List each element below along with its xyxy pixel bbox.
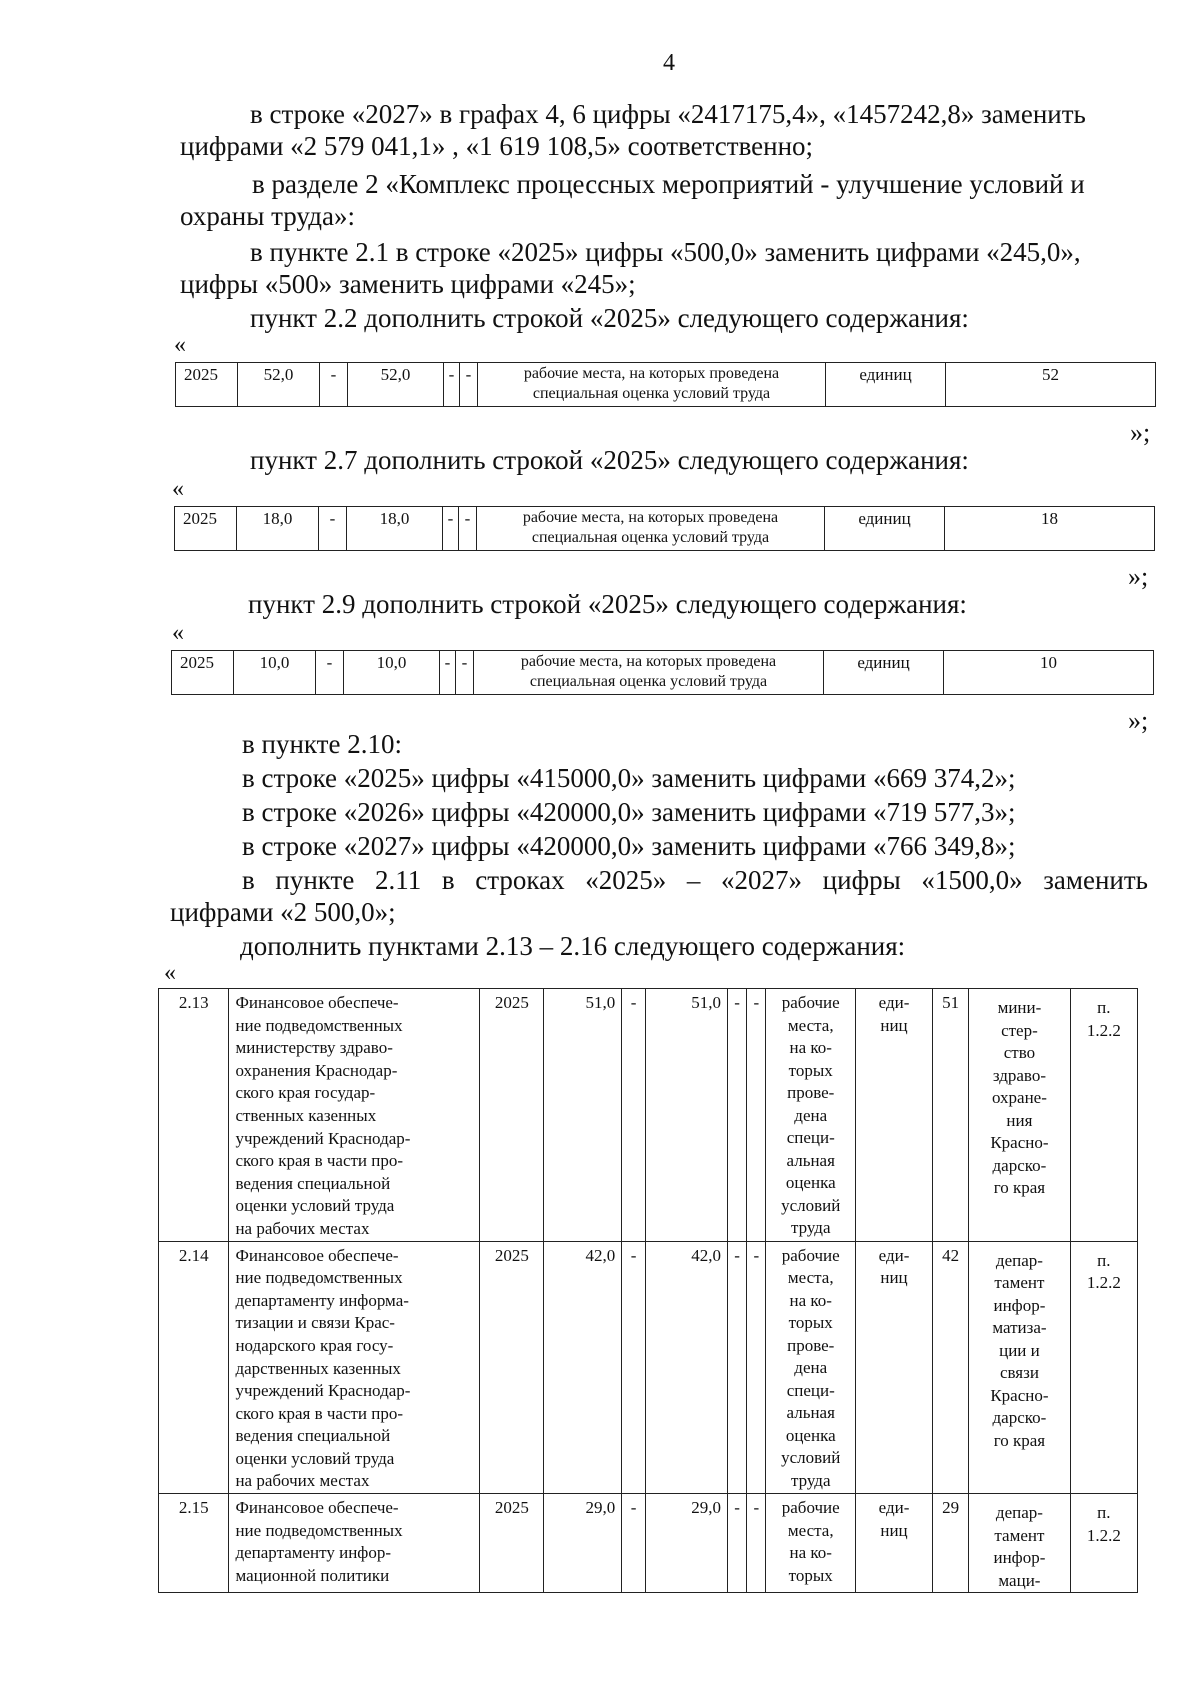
- cell-executor: депар- тамент инфор- маци-: [969, 1494, 1070, 1593]
- item-2-10-line2: в строке «2026» цифры «420000,0» заменить цифрами «719 577,3»;: [242, 797, 1016, 827]
- indicator-line1: рабочие места, на которых проведена: [523, 365, 780, 382]
- cell-year: 2025: [175, 507, 237, 551]
- cell-dash: -: [727, 1241, 746, 1494]
- close-quote: »;: [1128, 562, 1149, 591]
- open-quote: «: [164, 960, 176, 986]
- cell-dash: -: [459, 507, 477, 551]
- cell-total: 10,0: [234, 651, 316, 695]
- cell-executor: мини- стер- ство здраво- охране- ния Красно- дарско- го края: [969, 989, 1070, 1242]
- cell-value: 51: [932, 989, 968, 1242]
- table-row: [159, 1494, 1138, 1593]
- item-2-11-line2: цифрами «2 500,0»;: [170, 897, 396, 927]
- name-line: учреждений Краснодар-: [235, 1128, 411, 1148]
- name-line: министерству здраво-: [235, 1038, 393, 1058]
- cell-dash: -: [622, 1494, 645, 1593]
- cell-dash: -: [727, 1494, 746, 1593]
- cell-year: 2025: [480, 1241, 544, 1494]
- cell-dash: -: [747, 1241, 766, 1494]
- name-line: ского края государ-: [235, 1083, 376, 1103]
- indicator-line2: специальная оценка условий труда: [531, 529, 770, 546]
- cell-year: 2025: [480, 989, 544, 1242]
- item-2-10-line3: в строке «2027» цифры «420000,0» заменить цифрами «766 349,8»;: [242, 831, 1016, 861]
- name-line: ственных казенных: [235, 1105, 377, 1125]
- cell-dash: -: [747, 989, 766, 1242]
- page-number: 4: [663, 50, 675, 76]
- cell-reference: п. 1.2.2: [1070, 1494, 1137, 1593]
- para1-line2: цифрами «2 579 041,1» , «1 619 108,5» соответственно;: [180, 131, 814, 161]
- name-line: департаменту информа-: [235, 1290, 409, 1310]
- item-2-9-text: пункт 2.9 дополнить строкой «2025» следующего содержания:: [248, 589, 967, 619]
- measures-table: [158, 988, 1138, 1593]
- name-line: ского края в части про-: [235, 1403, 404, 1423]
- name-line: оценки условий труда: [235, 1196, 395, 1216]
- indicator-line1: рабочие места, на которых проведена: [520, 653, 777, 670]
- cell-unit: единиц: [826, 363, 946, 407]
- cell-year: 2025: [172, 651, 234, 695]
- cell-budget: 42,0: [645, 1241, 727, 1494]
- row-table-2-7: [174, 506, 1155, 551]
- cell-unit: еди- ниц: [856, 1494, 933, 1593]
- cell-dash: -: [622, 1241, 645, 1494]
- cell-budget: 51,0: [645, 989, 727, 1242]
- indicator-line1: рабочие места, на которых проведена: [522, 509, 779, 526]
- name-line: ведения специальной: [235, 1426, 391, 1446]
- row-number: 2.13: [159, 989, 229, 1242]
- cell-year: 2025: [176, 363, 238, 407]
- item-2-10-line1: в строке «2025» цифры «415000,0» заменить цифрами «669 374,2»;: [242, 763, 1016, 793]
- cell-dash: -: [320, 363, 348, 407]
- cell-dash: -: [440, 651, 456, 695]
- cell-dash: -: [456, 651, 474, 695]
- table-row: [159, 1241, 1138, 1494]
- indicator-line2: специальная оценка условий труда: [529, 673, 768, 690]
- measure-name: [229, 1241, 480, 1494]
- cell-year: 2025: [480, 1494, 544, 1593]
- cell-budget: 18,0: [347, 507, 443, 551]
- name-line: ского края в части про-: [235, 1151, 404, 1171]
- row-number: 2.15: [159, 1494, 229, 1593]
- close-quote: »;: [1128, 706, 1149, 735]
- cell-dash: -: [622, 989, 645, 1242]
- cell-indicator: рабочие места, на ко- торых: [766, 1494, 856, 1593]
- cell-dash: -: [443, 507, 459, 551]
- cell-total: 29,0: [544, 1494, 622, 1593]
- cell-budget: 10,0: [344, 651, 440, 695]
- cell-executor: депар- тамент инфор- матиза- ции и связи Красно- дарско- го края: [969, 1241, 1070, 1494]
- cell-indicator: [477, 507, 825, 551]
- item-2-2-text: пункт 2.2 дополнить строкой «2025» следующего содержания:: [250, 303, 969, 333]
- cell-budget: 29,0: [645, 1494, 727, 1593]
- cell-reference: п. 1.2.2: [1070, 989, 1137, 1242]
- name-line: на рабочих местах: [235, 1471, 370, 1491]
- para2-line1: в разделе 2 «Комплекс процессных мероприятий - улучшение условий и: [252, 169, 1085, 199]
- name-line: дарственных казенных: [235, 1358, 401, 1378]
- cell-total: 51,0: [544, 989, 622, 1242]
- table-row: [175, 507, 1155, 551]
- measure-name: [229, 1494, 480, 1593]
- name-line: ние подведомственных: [235, 1520, 403, 1540]
- cell-unit: единиц: [824, 651, 944, 695]
- cell-unit: еди- ниц: [856, 1241, 933, 1494]
- row-table-2-2: [175, 362, 1156, 407]
- row-table-2-9: [171, 650, 1154, 695]
- close-quote: »;: [1130, 418, 1151, 447]
- name-line: Финансовое обеспече-: [235, 1245, 399, 1265]
- cell-indicator: рабочие места, на ко- торых прове- дена специ- альная оценка условий труда: [766, 989, 856, 1242]
- cell-dash: -: [319, 507, 347, 551]
- cell-indicator: [478, 363, 826, 407]
- item-2-7-text: пункт 2.7 дополнить строкой «2025» следующего содержания:: [250, 445, 969, 475]
- cell-dash: -: [316, 651, 344, 695]
- name-line: Финансовое обеспече-: [235, 993, 399, 1012]
- name-line: мационной политики: [235, 1565, 390, 1585]
- cell-indicator: рабочие места, на ко- торых прове- дена специ- альная оценка условий труда: [766, 1241, 856, 1494]
- open-quote: «: [172, 620, 184, 646]
- name-line: оценки условий труда: [235, 1448, 395, 1468]
- cell-value: 10: [944, 651, 1154, 695]
- name-line: на рабочих местах: [235, 1218, 370, 1238]
- table-row: [172, 651, 1154, 695]
- cell-dash: -: [727, 989, 746, 1242]
- measure-name: [229, 989, 480, 1242]
- name-line: тизации и связи Крас-: [235, 1313, 395, 1333]
- row-number: 2.14: [159, 1241, 229, 1494]
- cell-total: 52,0: [238, 363, 320, 407]
- para3-line2: цифры «500» заменить цифрами «245»;: [180, 269, 636, 299]
- table-row: [159, 989, 1138, 1242]
- cell-value: 29: [932, 1494, 968, 1593]
- para3-line1: в пункте 2.1 в строке «2025» цифры «500,0» заменить цифрами «245,0»,: [250, 237, 1081, 267]
- item-2-11-line1: в пункте 2.11 в строках «2025» – «2027» цифры «1500,0» заменить: [242, 865, 1148, 895]
- indicator-line2: специальная оценка условий труда: [532, 385, 771, 402]
- cell-value: 42: [932, 1241, 968, 1494]
- name-line: департаменту инфор-: [235, 1543, 391, 1563]
- item-2-10-heading: в пункте 2.10:: [242, 729, 402, 759]
- cell-total: 42,0: [544, 1241, 622, 1494]
- cell-dash: -: [460, 363, 478, 407]
- open-quote: «: [172, 476, 184, 502]
- cell-dash: -: [747, 1494, 766, 1593]
- item-2-13-text: дополнить пунктами 2.13 – 2.16 следующего содержания:: [240, 931, 906, 961]
- cell-unit: единиц: [825, 507, 945, 551]
- para1-line1: в строке «2027» в графах 4, 6 цифры «2417175,4», «1457242,8» заменить: [250, 99, 1086, 129]
- name-line: ние подведомственных: [235, 1015, 403, 1035]
- name-line: Финансовое обеспече-: [235, 1498, 399, 1518]
- cell-unit: еди- ниц: [856, 989, 933, 1242]
- cell-indicator: [474, 651, 824, 695]
- cell-budget: 52,0: [348, 363, 444, 407]
- table-row: [176, 363, 1156, 407]
- cell-total: 18,0: [237, 507, 319, 551]
- cell-reference: п. 1.2.2: [1070, 1241, 1137, 1494]
- name-line: нодарского края госу-: [235, 1335, 394, 1355]
- cell-dash: -: [444, 363, 460, 407]
- name-line: учреждений Краснодар-: [235, 1381, 411, 1401]
- cell-value: 52: [946, 363, 1156, 407]
- cell-value: 18: [945, 507, 1155, 551]
- name-line: охранения Краснодар-: [235, 1060, 398, 1080]
- open-quote: «: [174, 332, 186, 358]
- para2-line2: охраны труда»:: [180, 201, 355, 231]
- name-line: ведения специальной: [235, 1173, 391, 1193]
- name-line: ние подведомственных: [235, 1268, 403, 1288]
